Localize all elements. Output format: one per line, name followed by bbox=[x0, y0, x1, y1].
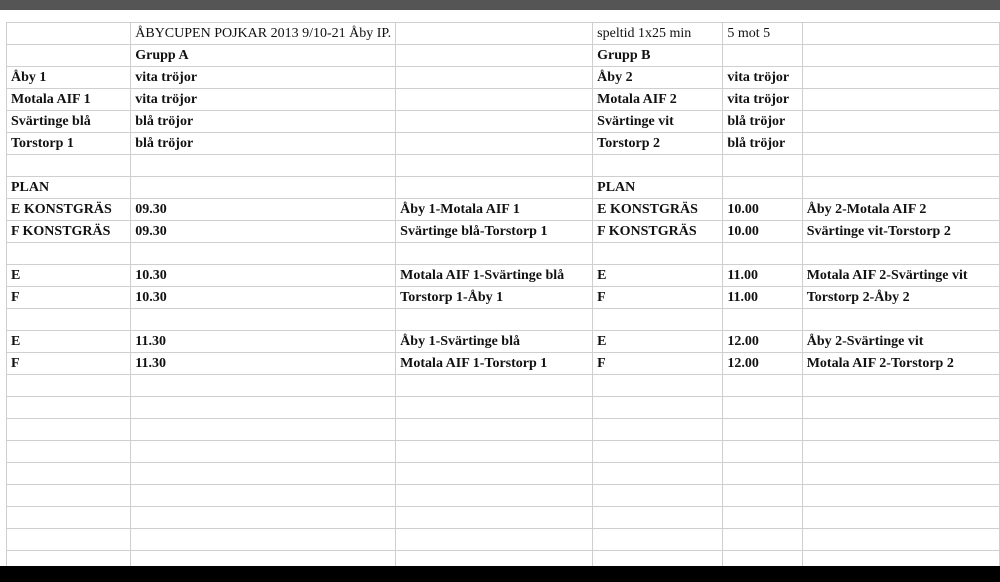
sheet-cell[interactable] bbox=[131, 177, 396, 199]
sheet-cell[interactable] bbox=[802, 419, 999, 441]
sheet-cell[interactable] bbox=[7, 529, 131, 551]
sheet-cell[interactable]: 12.00 bbox=[723, 353, 802, 375]
sheet-cell[interactable] bbox=[396, 155, 593, 177]
sheet-cell[interactable] bbox=[802, 89, 999, 111]
sheet-cell[interactable] bbox=[396, 529, 593, 551]
sheet-cell[interactable]: vita tröjor bbox=[723, 89, 802, 111]
sheet-cell[interactable]: 10.30 bbox=[131, 265, 396, 287]
sheet-cell[interactable] bbox=[593, 507, 723, 529]
sheet-cell[interactable]: Grupp B bbox=[593, 45, 723, 67]
sheet-cell[interactable] bbox=[802, 23, 999, 45]
sheet-cell[interactable]: 12.00 bbox=[723, 331, 802, 353]
sheet-cell[interactable]: Torstorp 2 bbox=[593, 133, 723, 155]
sheet-cell[interactable] bbox=[723, 309, 802, 331]
sheet-row bbox=[7, 243, 1000, 265]
sheet-cell[interactable]: Torstorp 2-Åby 2 bbox=[802, 287, 999, 309]
sheet-cell[interactable] bbox=[7, 485, 131, 507]
sheet-cell[interactable]: 10.00 bbox=[723, 221, 802, 243]
sheet-cell[interactable] bbox=[396, 23, 593, 45]
sheet-row bbox=[7, 419, 1000, 441]
sheet-cell[interactable]: E bbox=[593, 265, 723, 287]
sheet-cell[interactable] bbox=[7, 23, 131, 45]
sheet-cell[interactable]: vita tröjor bbox=[131, 89, 396, 111]
sheet-cell[interactable] bbox=[723, 529, 802, 551]
sheet-cell[interactable]: PLAN bbox=[7, 177, 131, 199]
sheet-cell[interactable] bbox=[723, 463, 802, 485]
sheet-cell[interactable]: vita tröjor bbox=[131, 67, 396, 89]
sheet-cell[interactable]: 10.30 bbox=[131, 287, 396, 309]
sheet-cell[interactable]: speltid 1x25 min bbox=[593, 23, 723, 45]
sheet-cell[interactable] bbox=[723, 155, 802, 177]
sheet-cell[interactable]: F bbox=[593, 353, 723, 375]
sheet-cell[interactable]: Motala AIF 2 bbox=[593, 89, 723, 111]
sheet-cell[interactable] bbox=[593, 397, 723, 419]
sheet-cell[interactable] bbox=[131, 243, 396, 265]
sheet-cell[interactable]: Motala AIF 1-Torstorp 1 bbox=[396, 353, 593, 375]
sheet-row bbox=[7, 133, 1000, 155]
sheet-cell[interactable]: Svärtinge vit-Torstorp 2 bbox=[802, 221, 999, 243]
sheet-cell[interactable]: Motala AIF 2-Torstorp 2 bbox=[802, 353, 999, 375]
sheet-cell[interactable]: Svärtinge blå bbox=[7, 111, 131, 133]
sheet-cell[interactable] bbox=[131, 529, 396, 551]
sheet-cell[interactable]: vita tröjor bbox=[723, 67, 802, 89]
sheet-cell[interactable] bbox=[802, 45, 999, 67]
sheet-cell[interactable]: blå tröjor bbox=[131, 133, 396, 155]
sheet-cell[interactable] bbox=[131, 375, 396, 397]
sheet-cell[interactable]: PLAN bbox=[593, 177, 723, 199]
sheet-cell[interactable] bbox=[802, 155, 999, 177]
sheet-cell[interactable]: 10.00 bbox=[723, 199, 802, 221]
sheet-cell[interactable] bbox=[7, 507, 131, 529]
sheet-row bbox=[7, 507, 1000, 529]
sheet-row bbox=[7, 331, 1000, 353]
sheet-cell[interactable] bbox=[593, 441, 723, 463]
sheet-row bbox=[7, 265, 1000, 287]
sheet-cell[interactable]: blå tröjor bbox=[723, 111, 802, 133]
sheet-cell[interactable] bbox=[131, 419, 396, 441]
sheet-cell[interactable]: Motala AIF 2-Svärtinge vit bbox=[802, 265, 999, 287]
sheet-cell[interactable]: Åby 2 bbox=[593, 67, 723, 89]
sheet-cell[interactable] bbox=[396, 309, 593, 331]
sheet-cell[interactable] bbox=[396, 507, 593, 529]
sheet-cell[interactable]: Torstorp 1 bbox=[7, 133, 131, 155]
sheet-cell[interactable]: Åby 1-Svärtinge blå bbox=[396, 331, 593, 353]
sheet-cell[interactable] bbox=[802, 375, 999, 397]
sheet-cell[interactable] bbox=[7, 309, 131, 331]
sheet-cell[interactable] bbox=[593, 155, 723, 177]
sheet-row bbox=[7, 67, 1000, 89]
sheet-cell[interactable] bbox=[7, 243, 131, 265]
sheet-cell[interactable]: E KONSTGRÄS bbox=[593, 199, 723, 221]
spreadsheet-grid bbox=[6, 22, 1000, 573]
sheet-cell[interactable] bbox=[593, 463, 723, 485]
spreadsheet-body bbox=[7, 23, 1000, 573]
sheet-cell[interactable]: 09.30 bbox=[131, 221, 396, 243]
sheet-cell[interactable] bbox=[7, 155, 131, 177]
sheet-cell[interactable]: Grupp A bbox=[131, 45, 396, 67]
sheet-cell[interactable] bbox=[802, 529, 999, 551]
sheet-row bbox=[7, 463, 1000, 485]
sheet-row bbox=[7, 155, 1000, 177]
sheet-cell[interactable] bbox=[396, 375, 593, 397]
sheet-cell[interactable] bbox=[396, 89, 593, 111]
sheet-cell[interactable]: F KONSTGRÄS bbox=[593, 221, 723, 243]
sheet-cell[interactable]: Motala AIF 1 bbox=[7, 89, 131, 111]
sheet-cell[interactable] bbox=[7, 463, 131, 485]
sheet-cell[interactable]: F bbox=[7, 353, 131, 375]
sheet-cell[interactable] bbox=[396, 463, 593, 485]
sheet-cell[interactable] bbox=[131, 441, 396, 463]
sheet-cell[interactable] bbox=[802, 67, 999, 89]
sheet-cell[interactable] bbox=[396, 485, 593, 507]
sheet-cell[interactable] bbox=[396, 133, 593, 155]
sheet-cell[interactable] bbox=[131, 397, 396, 419]
sheet-cell[interactable]: blå tröjor bbox=[131, 111, 396, 133]
sheet-cell[interactable] bbox=[593, 243, 723, 265]
sheet-cell[interactable]: F bbox=[593, 287, 723, 309]
sheet-cell[interactable] bbox=[396, 441, 593, 463]
sheet-cell[interactable]: Svärtinge vit bbox=[593, 111, 723, 133]
sheet-cell[interactable]: F bbox=[7, 287, 131, 309]
sheet-row bbox=[7, 397, 1000, 419]
sheet-cell[interactable] bbox=[396, 177, 593, 199]
sheet-cell[interactable] bbox=[802, 177, 999, 199]
sheet-cell[interactable] bbox=[802, 463, 999, 485]
sheet-cell[interactable]: E KONSTGRÄS bbox=[7, 199, 131, 221]
sheet-cell[interactable] bbox=[7, 375, 131, 397]
sheet-cell[interactable]: 5 mot 5 bbox=[723, 23, 802, 45]
sheet-cell[interactable] bbox=[723, 45, 802, 67]
sheet-cell[interactable]: blå tröjor bbox=[723, 133, 802, 155]
sheet-row bbox=[7, 529, 1000, 551]
sheet-cell[interactable] bbox=[7, 397, 131, 419]
sheet-cell[interactable] bbox=[396, 45, 593, 67]
sheet-cell[interactable]: 09.30 bbox=[131, 199, 396, 221]
sheet-row bbox=[7, 287, 1000, 309]
top-bar bbox=[0, 0, 1000, 10]
sheet-cell[interactable] bbox=[7, 45, 131, 67]
sheet-cell[interactable] bbox=[593, 485, 723, 507]
sheet-cell[interactable] bbox=[802, 309, 999, 331]
sheet-row bbox=[7, 111, 1000, 133]
sheet-cell[interactable] bbox=[396, 243, 593, 265]
sheet-cell[interactable]: Motala AIF 1-Svärtinge blå bbox=[396, 265, 593, 287]
sheet-cell[interactable] bbox=[723, 375, 802, 397]
sheet-row bbox=[7, 353, 1000, 375]
sheet-cell[interactable]: 11.30 bbox=[131, 353, 396, 375]
sheet-row bbox=[7, 199, 1000, 221]
sheet-cell[interactable] bbox=[131, 309, 396, 331]
sheet-row bbox=[7, 309, 1000, 331]
bottom-bar bbox=[0, 566, 1000, 582]
sheet-cell[interactable] bbox=[802, 485, 999, 507]
sheet-row bbox=[7, 89, 1000, 111]
sheet-row bbox=[7, 23, 1000, 45]
sheet-cell[interactable]: 11.00 bbox=[723, 265, 802, 287]
sheet-cell[interactable]: E bbox=[7, 331, 131, 353]
sheet-cell[interactable] bbox=[396, 111, 593, 133]
sheet-cell[interactable] bbox=[131, 485, 396, 507]
sheet-cell[interactable]: ÅBYCUPEN POJKAR 2013 9/10-21 Åby IP. bbox=[131, 23, 396, 45]
sheet-cell[interactable] bbox=[723, 177, 802, 199]
sheet-cell[interactable] bbox=[723, 419, 802, 441]
sheet-cell[interactable]: Åby 2-Motala AIF 2 bbox=[802, 199, 999, 221]
sheet-cell[interactable] bbox=[802, 243, 999, 265]
sheet-cell[interactable] bbox=[131, 463, 396, 485]
sheet-cell[interactable] bbox=[802, 441, 999, 463]
sheet-cell[interactable] bbox=[723, 441, 802, 463]
sheet-cell[interactable] bbox=[802, 507, 999, 529]
sheet-cell[interactable]: Åby 1-Motala AIF 1 bbox=[396, 199, 593, 221]
sheet-cell[interactable] bbox=[396, 67, 593, 89]
sheet-cell[interactable]: 11.30 bbox=[131, 331, 396, 353]
sheet-cell[interactable] bbox=[723, 507, 802, 529]
sheet-cell[interactable] bbox=[7, 441, 131, 463]
sheet-cell[interactable] bbox=[396, 419, 593, 441]
sheet-cell[interactable] bbox=[131, 155, 396, 177]
sheet-cell[interactable] bbox=[593, 529, 723, 551]
sheet-row bbox=[7, 375, 1000, 397]
sheet-row bbox=[7, 441, 1000, 463]
sheet-cell[interactable] bbox=[593, 375, 723, 397]
sheet-row bbox=[7, 485, 1000, 507]
sheet-cell[interactable]: 11.00 bbox=[723, 287, 802, 309]
sheet-cell[interactable] bbox=[723, 243, 802, 265]
sheet-cell[interactable] bbox=[723, 397, 802, 419]
sheet-row bbox=[7, 221, 1000, 243]
sheet-cell[interactable] bbox=[396, 397, 593, 419]
sheet-row bbox=[7, 45, 1000, 67]
sheet-cell[interactable] bbox=[723, 485, 802, 507]
sheet-cell[interactable] bbox=[131, 507, 396, 529]
sheet-cell[interactable] bbox=[802, 111, 999, 133]
sheet-cell[interactable]: Åby 1 bbox=[7, 67, 131, 89]
sheet-cell[interactable]: E bbox=[593, 331, 723, 353]
sheet-cell[interactable] bbox=[593, 309, 723, 331]
sheet-cell[interactable] bbox=[802, 133, 999, 155]
sheet-cell[interactable]: Torstorp 1-Åby 1 bbox=[396, 287, 593, 309]
sheet-cell[interactable]: F KONSTGRÄS bbox=[7, 221, 131, 243]
sheet-cell[interactable]: Svärtinge blå-Torstorp 1 bbox=[396, 221, 593, 243]
sheet-row bbox=[7, 177, 1000, 199]
sheet-cell[interactable] bbox=[593, 419, 723, 441]
sheet-cell[interactable] bbox=[802, 397, 999, 419]
sheet-cell[interactable] bbox=[7, 419, 131, 441]
sheet-cell[interactable]: Åby 2-Svärtinge vit bbox=[802, 331, 999, 353]
sheet-cell[interactable]: E bbox=[7, 265, 131, 287]
